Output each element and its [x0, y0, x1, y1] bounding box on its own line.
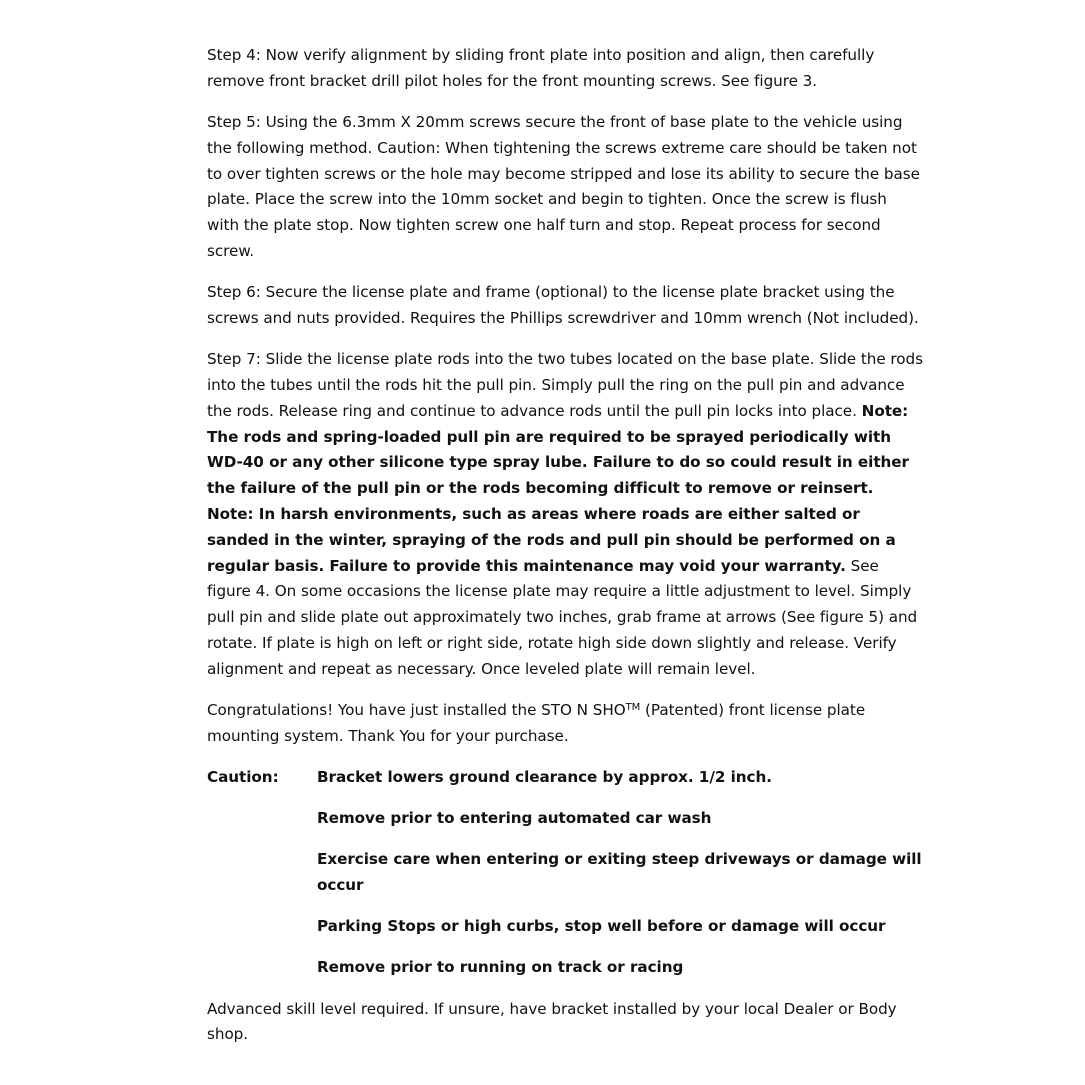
step-7-text-intro: Step 7: Slide the license plate rods into the two tubes located on the base plate. Slide the rods into the tubes until the rods hit the pull pin. Simply pull the ring on the pull pin and advance the rods. Release ring and continue to advance rods until the pull pin locks into place. [207, 350, 923, 420]
caution-label: Caution: [207, 767, 279, 786]
step-6-paragraph: Step 6: Secure the license plate and frame (optional) to the license plate bracket using the screws and nuts provided. Requires the Phillips screwdriver and 10mm wrench (Not included). [207, 283, 919, 327]
congratulations-paragraph [207, 698, 923, 750]
trademark-superscript: TM [625, 701, 641, 713]
caution-item: Bracket lowers ground clearance by approx. 1/2 inch. [317, 767, 772, 786]
step-5-paragraph: Step 5: Using the 6.3mm X 20mm screws secure the front of base plate to the vehicle using the following method. Caution: When tightening the screws extreme care should be taken not to over tighten screws or the hole may become stripped and lose its ability to secure the base plate. Place the screw into the 10mm socket and begin to tighten. Once the screw is flush with the plate stop. Now tighten screw one half turn and stop. Repeat process for second screw. [207, 112, 920, 260]
step-7-maintenance-note: Note: The rods and spring-loaded pull pin are required to be sprayed periodically with WD-40 or any other silicone type spray lube. Failure to do so could result in either the failure of the pull pin or the rods becoming difficult to remove or reinsert. Note: In harsh environments, such as areas where roads are either salted or sanded in the winter, spraying of the rods and pull pin should be performed on a regular basis. Failure to provide this maintenance may void your warranty. [207, 401, 909, 575]
step-7-paragraph [207, 347, 923, 682]
caution-item: Remove prior to entering automated car wash [317, 809, 712, 828]
caution-item: Parking Stops or high curbs, stop well before or damage will occur [317, 917, 886, 936]
caution-item: Exercise care when entering or exiting steep driveways or damage will occur [317, 850, 922, 895]
step-7-text-adjustment: See figure 4. On some occasions the license plate may require a little adjustment to level. Simply pull pin and slide plate out approximately two inches, grab frame at arrows (See figure 5) and rotate. If plate is high on left or right side, rotate high side down slightly and release. Verify alignment and repeat as necessary. Once leveled plate will remain level. [207, 556, 918, 678]
congratulations-text-start: Congratulations! You have just installed the STO N SHO [207, 700, 626, 719]
caution-row [207, 765, 923, 791]
caution-item: Remove prior to running on track or racing [317, 958, 684, 977]
skill-level-paragraph: Advanced skill level required. If unsure, have bracket installed by your local Dealer or Body shop. [207, 999, 897, 1044]
congratulations-text-end: (Patented) front license plate mounting system. Thank You for your purchase. [207, 700, 866, 745]
step-4-paragraph: Step 4: Now verify alignment by sliding front plate into position and align, then carefully remove front bracket drill pilot holes for the front mounting screws. See figure 3. [207, 46, 875, 90]
document-page [207, 43, 923, 1064]
